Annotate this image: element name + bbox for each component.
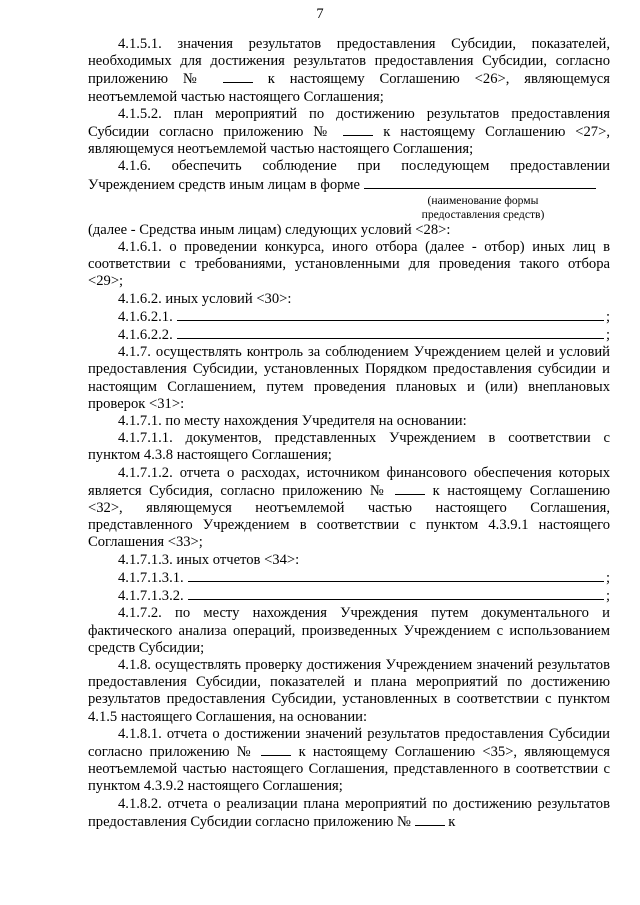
clause-4-1-7-1-3: 4.1.7.1.3. иных отчетов <34>: — [118, 551, 300, 568]
clause-text: 4.1.7.1.2. отчета о расходах, источником финансового обеспечения которых является Субсидия, согласно приложению № — [88, 464, 610, 499]
clause-4-1-7-1-2 — [88, 465, 610, 552]
blank-line — [188, 587, 604, 600]
clause-4-1-5-1 — [88, 36, 610, 106]
clause-4-1-8: 4.1.8. осуществлять проверку достижения Учреждением значений результатов предоставления Субсидии, показателей и плана мероприятий по достижению результатов предоставления Субсидии, установленных в соответствии с пунктом 4.1.5 настоящего Соглашения, на основании: — [88, 656, 610, 725]
clause-4-1-7-1-3-1 — [88, 569, 610, 587]
clause-4-1-6-2-2 — [88, 326, 610, 344]
blank-line — [177, 308, 604, 321]
form-caption: (наименование формы предоставления средств) — [421, 193, 545, 221]
item-number: 4.1.6.2.2. — [118, 327, 173, 344]
semicolon: ; — [605, 569, 610, 586]
page-number: 7 — [316, 6, 324, 22]
clause-4-1-6-cont: (далее - Средства иным лицам) следующих условий <28>: — [88, 221, 451, 238]
blank-line — [177, 326, 604, 339]
blank-field — [395, 482, 425, 495]
clause-text: к настоящему Соглашению <35>, являющемуся неотъемлемой частью настоящего Соглашения, представленного в соответствии с пунктом 4.3.9.2 настоящего Соглашения; — [88, 743, 610, 795]
clause-text: к настоящему Соглашению <26>, являющемуся неотъемлемой частью настоящего Соглашения; — [88, 71, 610, 105]
clause-4-1-8-2 — [88, 796, 610, 831]
clause-4-1-5-2 — [88, 106, 610, 159]
clause-4-1-7: 4.1.7. осуществлять контроль за соблюдением Учреждением целей и условий предоставления Субсидии, установленных Порядком предоставления субсидии и настоящим Соглашением, путем проведения плановых и (или) внеплановых проверок <31>: — [88, 344, 610, 412]
clause-4-1-6-1: 4.1.6.1. о проведении конкурса, иного отбора (далее - отбор) иных лиц в соответствии с требованиями, установленными для проведения такого отбора <29>; — [88, 239, 610, 290]
blank-line — [188, 569, 604, 582]
item-number: 4.1.7.1.3.1. — [118, 569, 184, 586]
blank-field — [364, 176, 596, 189]
clause-text: к — [448, 813, 456, 830]
blank-field — [261, 743, 291, 756]
clause-text: к настоящему Соглашению <32>, являющемуся неотъемлемой частью настоящего Соглашения, представленного Учреждением в соответствии с пунктом 4.3.9.1 настоящего Соглашения <33>; — [88, 482, 610, 551]
clause-text: 4.1.5.2. план мероприятий по достижению результатов предоставления Субсидии согласно приложению № — [88, 105, 610, 141]
blank-field — [343, 123, 373, 136]
document-body — [88, 36, 610, 831]
blank-field — [415, 813, 445, 826]
clause-4-1-6 — [88, 158, 610, 193]
clause-text: 4.1.8.1. отчета о достижении значений результатов предоставления Субсидии согласно приложению № — [88, 725, 610, 760]
semicolon: ; — [605, 308, 610, 325]
clause-4-1-8-1 — [88, 726, 610, 796]
semicolon: ; — [605, 327, 610, 344]
item-number: 4.1.7.1.3.2. — [118, 588, 184, 605]
clause-text: к настоящему Соглашению <27>, являющемуся неотъемлемой частью настоящего Соглашения; — [88, 124, 610, 158]
blank-field — [223, 70, 253, 83]
item-number: 4.1.6.2.1. — [118, 308, 173, 325]
semicolon: ; — [605, 588, 610, 605]
clause-4-1-7-1-1: 4.1.7.1.1. документов, представленных Учреждением в соответствии с пунктом 4.3.8 настоящего Соглашения; — [88, 430, 610, 464]
clause-text: 4.1.8.2. отчета о реализации плана мероприятий по достижению результатов предоставления Субсидии согласно приложению № — [88, 795, 610, 830]
clause-text: 4.1.5.1. значения результатов предоставления Субсидии, показателей, необходимых для достижения результатов предоставления Субсидии, согласно приложению № — [88, 36, 610, 88]
clause-4-1-7-2: 4.1.7.2. по месту нахождения Учреждения путем документального и фактического анализа операций, произведенных Учреждением с использованием средств Субсидии; — [88, 605, 610, 656]
clause-4-1-6-2: 4.1.6.2. иных условий <30>: — [118, 290, 292, 307]
clause-4-1-7-1: 4.1.7.1. по месту нахождения Учредителя на основании: — [118, 413, 467, 430]
clause-4-1-7-1-3-2 — [88, 587, 610, 605]
clause-4-1-6-2-1 — [88, 308, 610, 326]
clause-text: 4.1.6. обеспечить соблюдение при последующем предоставлении Учреждением средств иным лицам в форме — [88, 158, 610, 193]
